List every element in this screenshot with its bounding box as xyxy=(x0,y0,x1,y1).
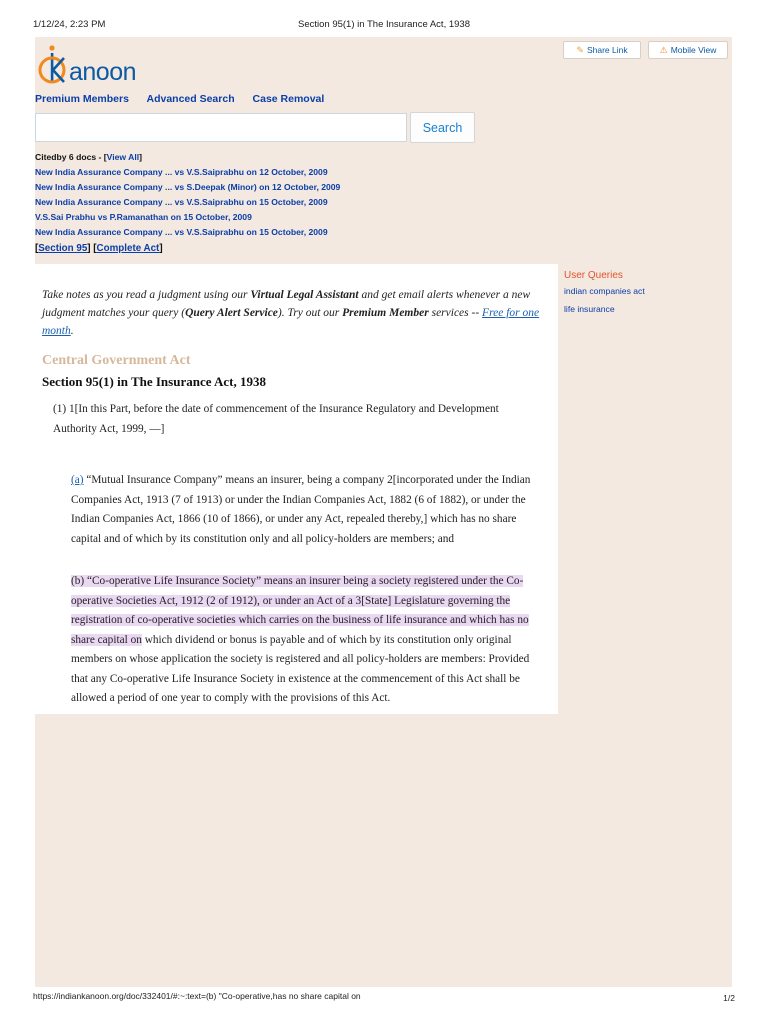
kanoon-logo[interactable] xyxy=(35,43,155,91)
mobile-view-button[interactable] xyxy=(648,41,728,59)
clause-b: (b) “Co-operative Life Insurance Society” means an insurer being a society registered under the Co-operative Societies Act, 1912 (2 of 1912), or under an Act of a 3[State] Legislature governing the registration of co-operative societies which carries on the business of life insurance and which has no share capital on which dividend or bonus is payable and of which by its constitution only original members on whose application the society is registered and all policy-holders are members: Provided that any Co-operative Life Insurance Society in existence at the commencement of this Act shall be allowed a period of one year to comply with the provisions of this Act. xyxy=(71,575,530,704)
logo-k-icon xyxy=(35,43,71,89)
nav-case-removal[interactable]: Case Removal xyxy=(252,93,325,105)
document-content xyxy=(35,264,558,714)
pencil-icon: ✎ xyxy=(576,44,584,55)
print-title: Section 95(1) in The Insurance Act, 1938 xyxy=(298,19,470,30)
query-link[interactable]: life insurance xyxy=(564,304,615,314)
page-container xyxy=(35,37,732,987)
clause-1: (1) 1[In this Part, before the date of commencement of the Insurance Regulatory and Development Authority Act, 1999, —] xyxy=(53,403,499,435)
section-links: [Section 95] [Complete Act] xyxy=(35,243,163,254)
user-queries-panel xyxy=(558,264,732,332)
complete-act-link[interactable]: Complete Act xyxy=(96,243,160,254)
cited-doc-link[interactable]: New India Assurance Company ... vs V.S.Saiprabhu on 15 October, 2009 xyxy=(35,197,328,207)
cited-by-header: Citedby 6 docs - [View All] xyxy=(35,152,142,162)
cited-doc-link[interactable]: New India Assurance Company ... vs V.S.Saiprabhu on 15 October, 2009 xyxy=(35,227,328,237)
print-header xyxy=(33,19,735,33)
logo-text: anoon xyxy=(69,58,137,86)
user-queries-heading: User Queries xyxy=(564,270,623,281)
view-all-link[interactable]: View All xyxy=(106,152,140,162)
warning-icon: ⚠ xyxy=(659,44,668,55)
print-url: https://indiankanoon.org/doc/332401/#:~:text=(b) "Co-operative,has no share capital on xyxy=(33,991,361,1001)
nav-advanced-search[interactable]: Advanced Search xyxy=(146,93,235,105)
section-95-link[interactable]: Section 95 xyxy=(38,243,88,254)
clause-a-marker[interactable]: (a) xyxy=(71,474,84,486)
cited-doc-link[interactable]: New India Assurance Company ... vs V.S.Saiprabhu on 12 October, 2009 xyxy=(35,167,328,177)
search-input[interactable] xyxy=(35,113,407,142)
document-title: Section 95(1) in The Insurance Act, 1938 xyxy=(42,374,267,389)
top-nav xyxy=(35,93,339,105)
share-link-button[interactable] xyxy=(563,41,641,59)
share-link-label: Share Link xyxy=(586,45,628,55)
highlighted-text: (b) “Co-operative Life Insurance Society” means an insurer being a society registered under the Co-operative Societies Act, 1912 (2 of 1912), or under an Act of a 3[State] Legislature governing the registration of co-operative societies which carries on the business of life insurance and which has no share capital on xyxy=(71,575,529,646)
search-button[interactable]: Search xyxy=(410,112,475,143)
clause-a: (a) “Mutual Insurance Company” means an insurer, being a company 2[incorporated under the Indian Companies Act, 1913 (7 of 1913) or under the Indian Companies Act, 1882 (6 of 1882), or under the Indian Companies Act, 1866 (10 of 1866), or under any Act, repealed thereby,] which has no share capital and of which by its constitution only and all policy-holders are members; and xyxy=(71,474,531,545)
mobile-view-label: Mobile View xyxy=(670,45,717,55)
cited-by-list xyxy=(35,150,555,240)
nav-premium-members[interactable]: Premium Members xyxy=(35,93,129,105)
cited-doc-link[interactable]: New India Assurance Company ... vs S.Deepak (Minor) on 12 October, 2009 xyxy=(35,182,341,192)
promo-text: Take notes as you read a judgment using our Virtual Legal Assistant and get email alerts whenever a new judgment matches your query (Query Alert Service). Try out our Premium Member services -- Free for one month. xyxy=(42,289,540,337)
document-kind: Central Government Act xyxy=(42,353,191,368)
free-month-link[interactable]: Free for one month xyxy=(42,307,540,337)
query-link[interactable]: indian companies act xyxy=(564,286,645,296)
print-date: 1/12/24, 2:23 PM xyxy=(33,19,106,30)
cited-doc-link[interactable]: V.S.Sai Prabhu vs P.Ramanathan on 15 October, 2009 xyxy=(35,212,252,222)
print-page-number: 1/2 xyxy=(723,993,735,1003)
